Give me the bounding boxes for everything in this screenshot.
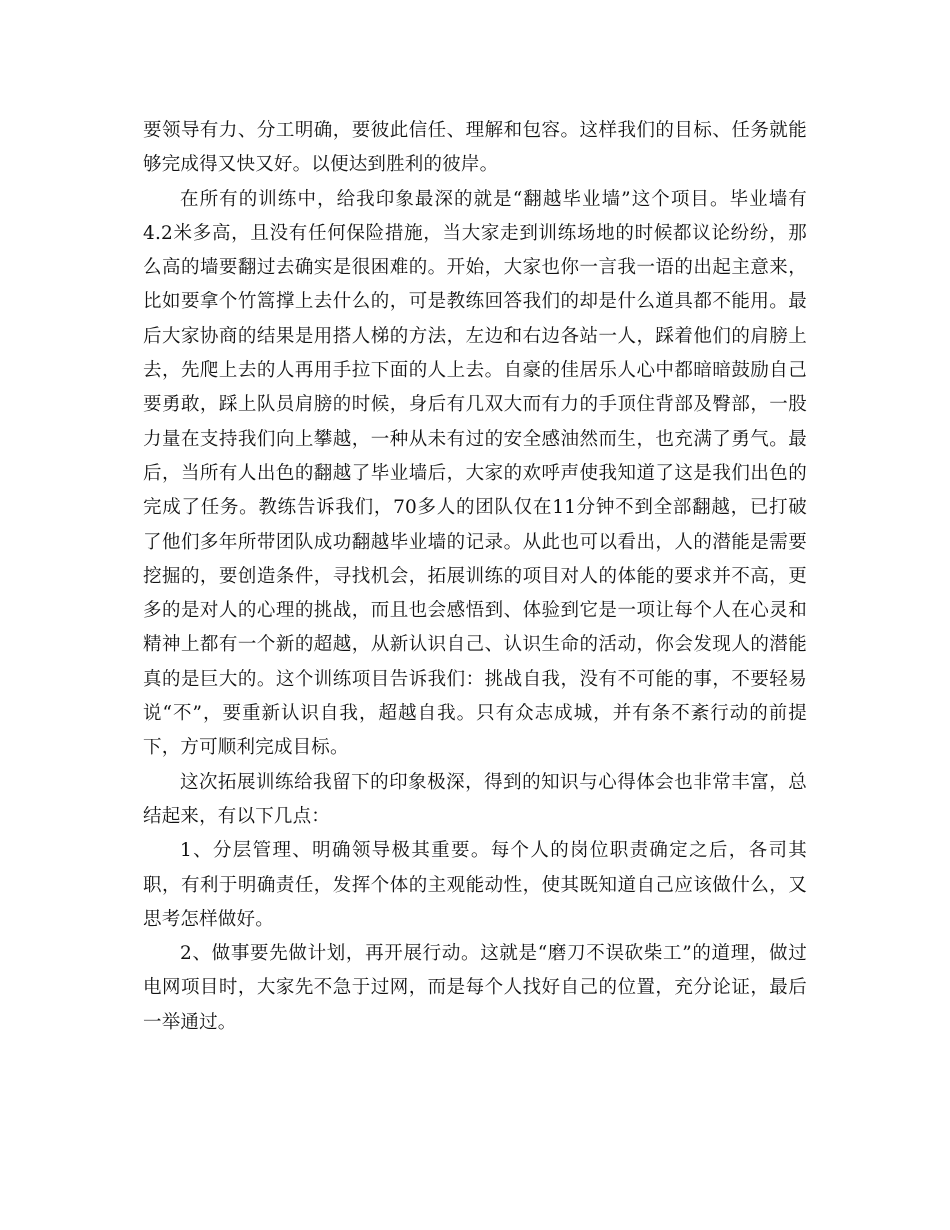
paragraph-summary-intro: 这次拓展训练给我留下的印象极深，得到的知识与心得体会也非常丰富，总结起来，有以下几点： bbox=[143, 771, 807, 827]
paragraph-graduation-wall: 在所有的训练中，给我印象最深的就是“翻越毕业墙”这个项目。毕业墙有4.2米多高，且没有任何保险措施，当大家走到训练场地的时候都议论纷纷，那么高的墙要翻过去确实是很困难的。开始，大家也你一言我一语的出起主意来，比如要拿个竹篙撑上去什么的，可是教练回答我们的却是什么道具都不能用。最后大家协商的结果是用搭人梯的方法，左边和右边各站一人，踩着他们的肩膀上去，先爬上去的人再用手拉下面的人上去。自豪的佳居乐人心中都暗暗鼓励自己要勇敢，踩上队员肩膀的时候，身后有几双大而有力的手顶住背部及臀部，一股力量在支持我们向上攀越，一种从未有过的安全感油然而生，也充满了勇气。最后，当所有人出色的翻越了毕业墙后，大家的欢呼声使我知道了这是我们出色的完成了任务。教练告诉我们，70多人的团队仅在11分钟不到全部翻越，已打破了他们多年所带团队成功翻越毕业墙的记录。从此也可以看出，人的潜能是需要挖掘的，要创造条件，寻找机会，拓展训练的项目对人的体能的要求并不高，更多的是对人的心理的挑战，而且也会感悟到、体验到它是一项让每个人在心灵和精神上都有一个新的超越，从新认识自己、认识生命的活动，你会发现人的潜能真的是巨大的。这个训练项目告诉我们：挑战自我，没有不可能的事，不要轻易说“不”，要重新认识自我，超越自我。只有众志成城，并有条不紊行动的前提下，方可顺利完成目标。 bbox=[143, 188, 807, 759]
paragraph-point-2: 2、做事要先做计划，再开展行动。这就是“磨刀不误砍柴工”的道理，做过电网项目时，大家先不急于过网，而是每个人找好自己的位置，充分论证，最后一举通过。 bbox=[143, 943, 807, 1033]
document-body bbox=[143, 114, 807, 1040]
paragraph-continuation: 要领导有力、分工明确，要彼此信任、理解和包容。这样我们的目标、任务就能够完成得又快又好。以便达到胜利的彼岸。 bbox=[143, 120, 807, 176]
paragraph-point-1: 1、分层管理、明确领导极其重要。每个人的岗位职责确定之后，各司其职，有利于明确责任，发挥个体的主观能动性，使其既知道自己应该做什么，又思考怎样做好。 bbox=[143, 840, 807, 930]
